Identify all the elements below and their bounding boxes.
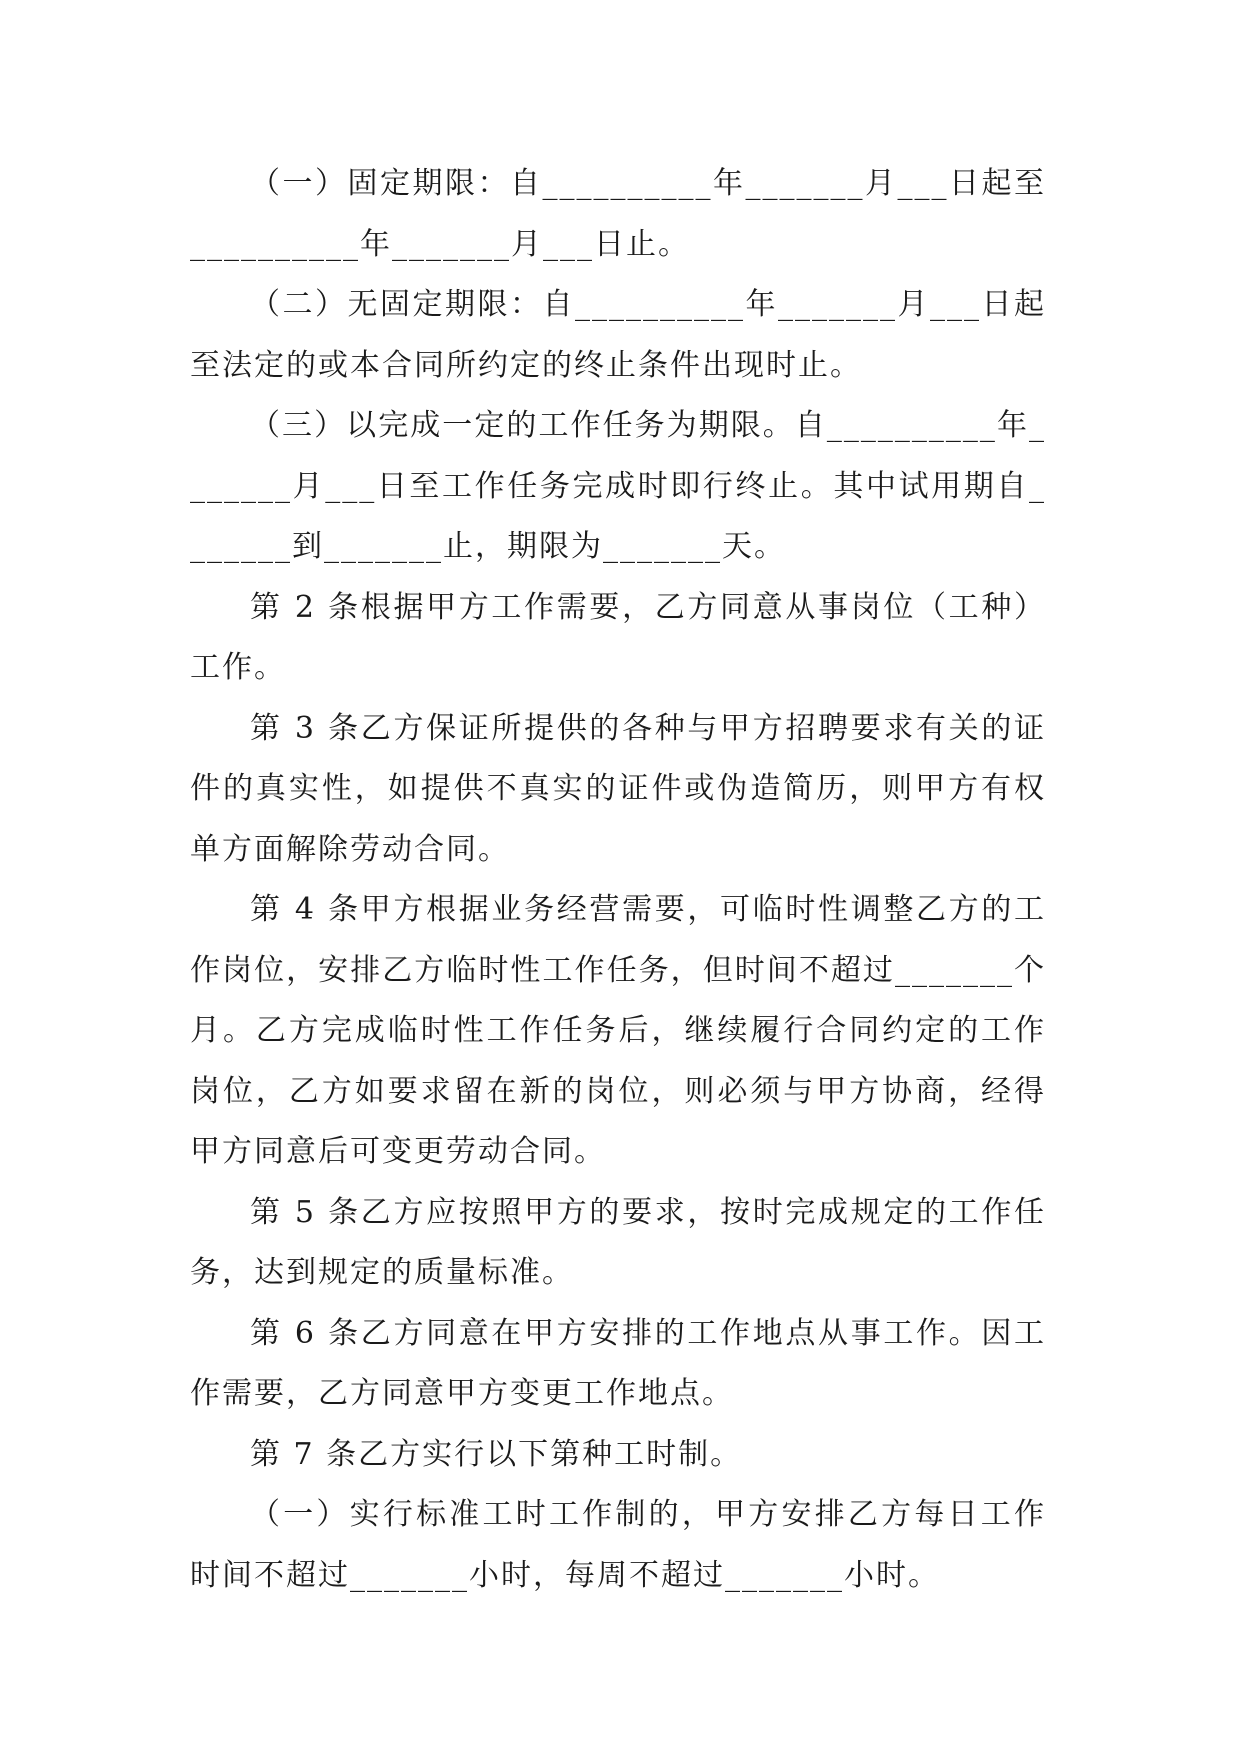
paragraph-open-term: （二）无固定期限：自__________年_______月___日起至法定的或本合同所约定的终止条件出现时止。 xyxy=(190,287,1046,383)
article-5: 第 5 条乙方应按照甲方的要求，按时完成规定的工作任务，达到规定的质量标准。 xyxy=(190,1194,1046,1290)
document-body xyxy=(190,154,1046,1606)
paragraph-fixed-term: （一）固定期限：自__________年_______月___日起至__________年_______月___日止。 xyxy=(190,166,1046,262)
paragraph-task-term: （三）以完成一定的工作任务为期限。自__________年_______月___日至工作任务完成时即行终止。其中试用期自_______到_______止，期限为_______天。 xyxy=(190,408,1046,564)
article-3: 第 3 条乙方保证所提供的各种与甲方招聘要求有关的证件的真实性，如提供不真实的证件或伪造简历，则甲方有权单方面解除劳动合同。 xyxy=(190,710,1046,867)
paragraph-standard-hours: （一）实行标准工时工作制的，甲方安排乙方每日工作时间不超过_______小时，每周不超过_______小时。 xyxy=(190,1497,1046,1593)
article-7: 第 7 条乙方实行以下第种工时制。 xyxy=(250,1436,743,1472)
article-4: 第 4 条甲方根据业务经营需要，可临时性调整乙方的工作岗位，安排乙方临时性工作任务，但时间不超过_______个月。乙方完成临时性工作任务后，继续履行合同约定的工作岗位，乙方如要求留在新的岗位，则必须与甲方协商，经得甲方同意后可变更劳动合同。 xyxy=(190,892,1046,1169)
article-6: 第 6 条乙方同意在甲方安排的工作地点从事工作。因工作需要，乙方同意甲方变更工作地点。 xyxy=(190,1315,1046,1411)
article-2: 第 2 条根据甲方工作需要，乙方同意从事岗位（工种）工作。 xyxy=(190,589,1046,685)
